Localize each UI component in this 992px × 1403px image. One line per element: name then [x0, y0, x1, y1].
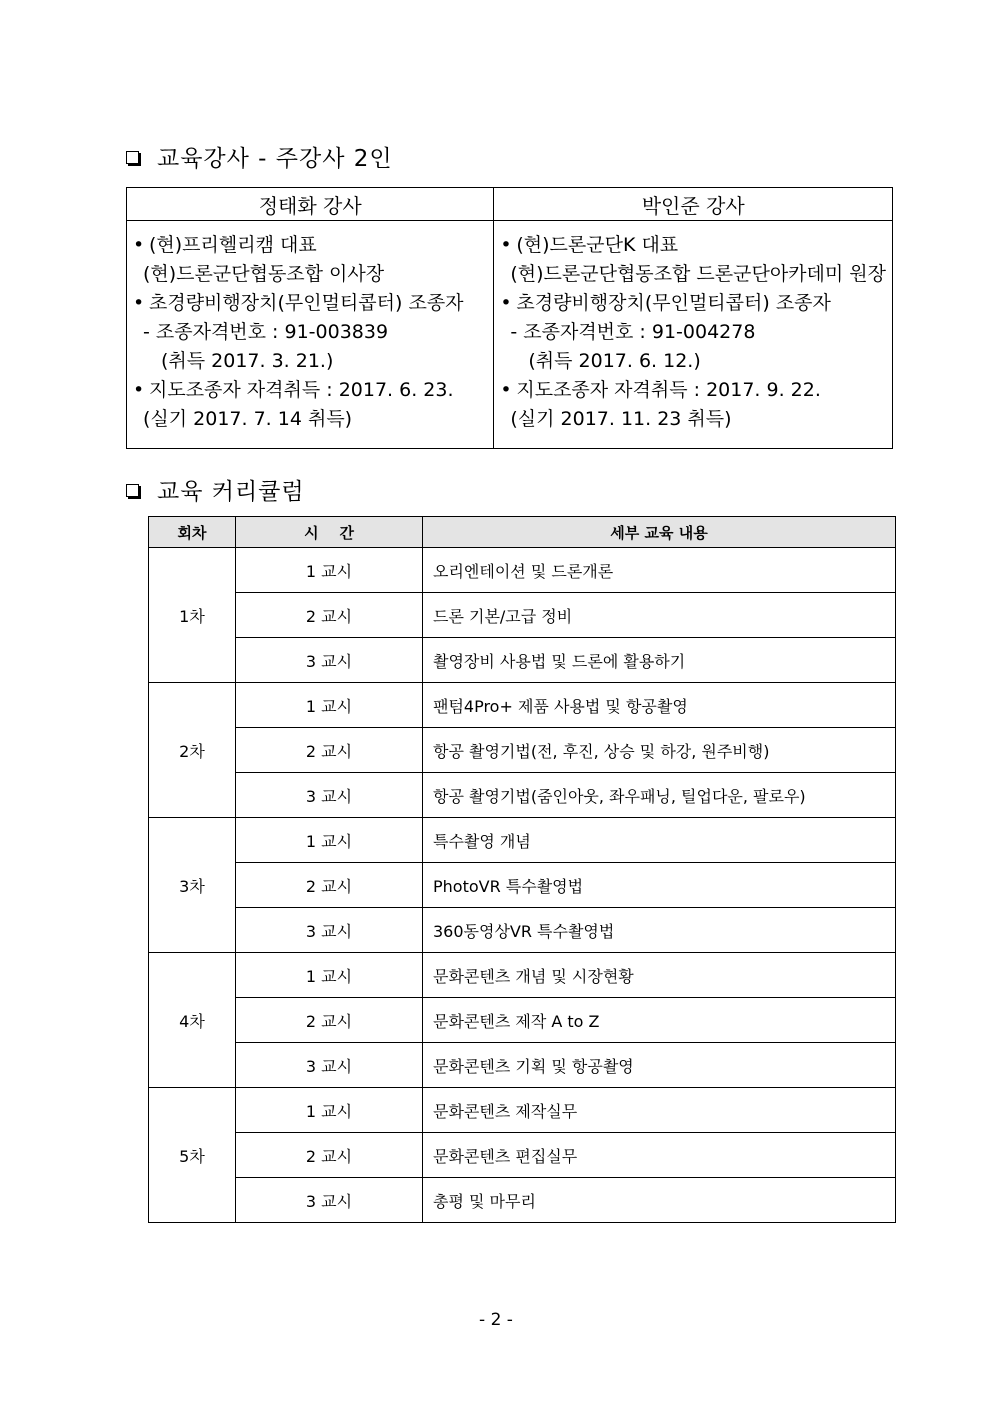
curriculum-row: [149, 593, 896, 638]
curriculum-row: [149, 908, 896, 953]
session-time-cell: 1 교시: [236, 683, 423, 728]
instructors-heading-text: 교육강사 - 주강사 2인: [157, 146, 393, 172]
instructor-name-header: 정태화 강사: [127, 188, 494, 221]
curriculum-row: [149, 818, 896, 863]
instructor-name-header: 박인준 강사: [494, 188, 893, 221]
curriculum-table: [148, 516, 896, 1223]
instructor-profile-line: • 지도조종자 자격취득 : 2017. 6. 23.: [133, 376, 487, 405]
curriculum-row: [149, 773, 896, 818]
session-content-cell: 360동영상VR 특수촬영법: [423, 908, 896, 953]
curriculum-row: [149, 953, 896, 998]
instructor-profile-line: • (현)드론군단K 대표: [500, 231, 886, 260]
session-content-cell: PhotoVR 특수촬영법: [423, 863, 896, 908]
session-content-cell: 총평 및 마무리: [423, 1178, 896, 1223]
session-time-cell: 2 교시: [236, 998, 423, 1043]
curriculum-header-row: [149, 517, 896, 548]
session-content-cell: 문화콘텐츠 개념 및 시장현황: [423, 953, 896, 998]
curriculum-row: [149, 1043, 896, 1088]
session-content-cell: 드론 기본/고급 정비: [423, 593, 896, 638]
instructor-profile-cell: [127, 221, 494, 449]
session-content-cell: 문화콘텐츠 제작실무: [423, 1088, 896, 1133]
round-cell: 1차: [149, 548, 236, 683]
curriculum-row: [149, 1178, 896, 1223]
instructor-profile-line: - 조종자격번호 : 91-004278: [510, 321, 756, 343]
instructor-profile-line: (실기 2017. 7. 14 취득): [143, 408, 353, 430]
curriculum-row: [149, 1133, 896, 1178]
curriculum-row: [149, 728, 896, 773]
curriculum-row: [149, 863, 896, 908]
session-content-cell: 특수촬영 개념: [423, 818, 896, 863]
instructor-profile-line: • 초경량비행장치(무인멀티콥터) 조종자: [133, 289, 487, 318]
round-cell: 5차: [149, 1088, 236, 1223]
instructor-profile-line: (현)드론군단협동조합 드론군단아카데미 원장: [510, 263, 886, 285]
session-content-cell: 항공 촬영기법(줌인아웃, 좌우패닝, 틸업다운, 팔로우): [423, 773, 896, 818]
instructors-table: [126, 187, 893, 449]
time-column-header: 시 간: [236, 517, 423, 548]
session-time-cell: 2 교시: [236, 728, 423, 773]
curriculum-row: [149, 683, 896, 728]
session-content-cell: 촬영장비 사용법 및 드론에 활용하기: [423, 638, 896, 683]
curriculum-section-heading: [126, 473, 305, 506]
round-column-header: 회차: [149, 517, 236, 548]
instructor-profile-line: • 초경량비행장치(무인멀티콥터) 조종자: [500, 289, 886, 318]
curriculum-row: [149, 998, 896, 1043]
instructor-profile-line: (취득 2017. 3. 21.): [161, 350, 334, 372]
round-cell: 4차: [149, 953, 236, 1088]
session-content-cell: 팬텀4Pro+ 제품 사용법 및 항공촬영: [423, 683, 896, 728]
checkbox-square-icon: [126, 484, 139, 497]
session-time-cell: 3 교시: [236, 1043, 423, 1088]
round-cell: 2차: [149, 683, 236, 818]
session-content-cell: 문화콘텐츠 제작 A to Z: [423, 998, 896, 1043]
session-content-cell: 문화콘텐츠 기획 및 항공촬영: [423, 1043, 896, 1088]
session-time-cell: 2 교시: [236, 863, 423, 908]
session-time-cell: 1 교시: [236, 548, 423, 593]
instructor-profile-line: (취득 2017. 6. 12.): [528, 350, 701, 372]
curriculum-heading-text: 교육 커리큘럼: [157, 479, 305, 505]
instructor-profile-line: (현)드론군단협동조합 이사장: [143, 263, 385, 285]
session-time-cell: 1 교시: [236, 818, 423, 863]
round-cell: 3차: [149, 818, 236, 953]
checkbox-square-icon: [126, 151, 139, 164]
curriculum-row: [149, 638, 896, 683]
content-column-header: 세부 교육 내용: [423, 517, 896, 548]
session-time-cell: 2 교시: [236, 593, 423, 638]
session-time-cell: 3 교시: [236, 908, 423, 953]
curriculum-row: [149, 548, 896, 593]
instructors-section-heading: [126, 140, 393, 173]
session-time-cell: 1 교시: [236, 953, 423, 998]
instructor-profile-line: (실기 2017. 11. 23 취득): [510, 408, 732, 430]
instructor-profile-line: • (현)프리헬리캠 대표: [133, 231, 487, 260]
session-content-cell: 오리엔테이션 및 드론개론: [423, 548, 896, 593]
page-number: - 2 -: [479, 1310, 513, 1330]
session-content-cell: 항공 촬영기법(전, 후진, 상승 및 하강, 원주비행): [423, 728, 896, 773]
instructor-profile-line: • 지도조종자 자격취득 : 2017. 9. 22.: [500, 376, 886, 405]
instructor-profile-line: - 조종자격번호 : 91-003839: [143, 321, 389, 343]
session-time-cell: 1 교시: [236, 1088, 423, 1133]
session-time-cell: 3 교시: [236, 773, 423, 818]
session-time-cell: 2 교시: [236, 1133, 423, 1178]
instructor-profile-cell: [494, 221, 893, 449]
session-content-cell: 문화콘텐츠 편집실무: [423, 1133, 896, 1178]
curriculum-row: [149, 1088, 896, 1133]
session-time-cell: 3 교시: [236, 638, 423, 683]
session-time-cell: 3 교시: [236, 1178, 423, 1223]
